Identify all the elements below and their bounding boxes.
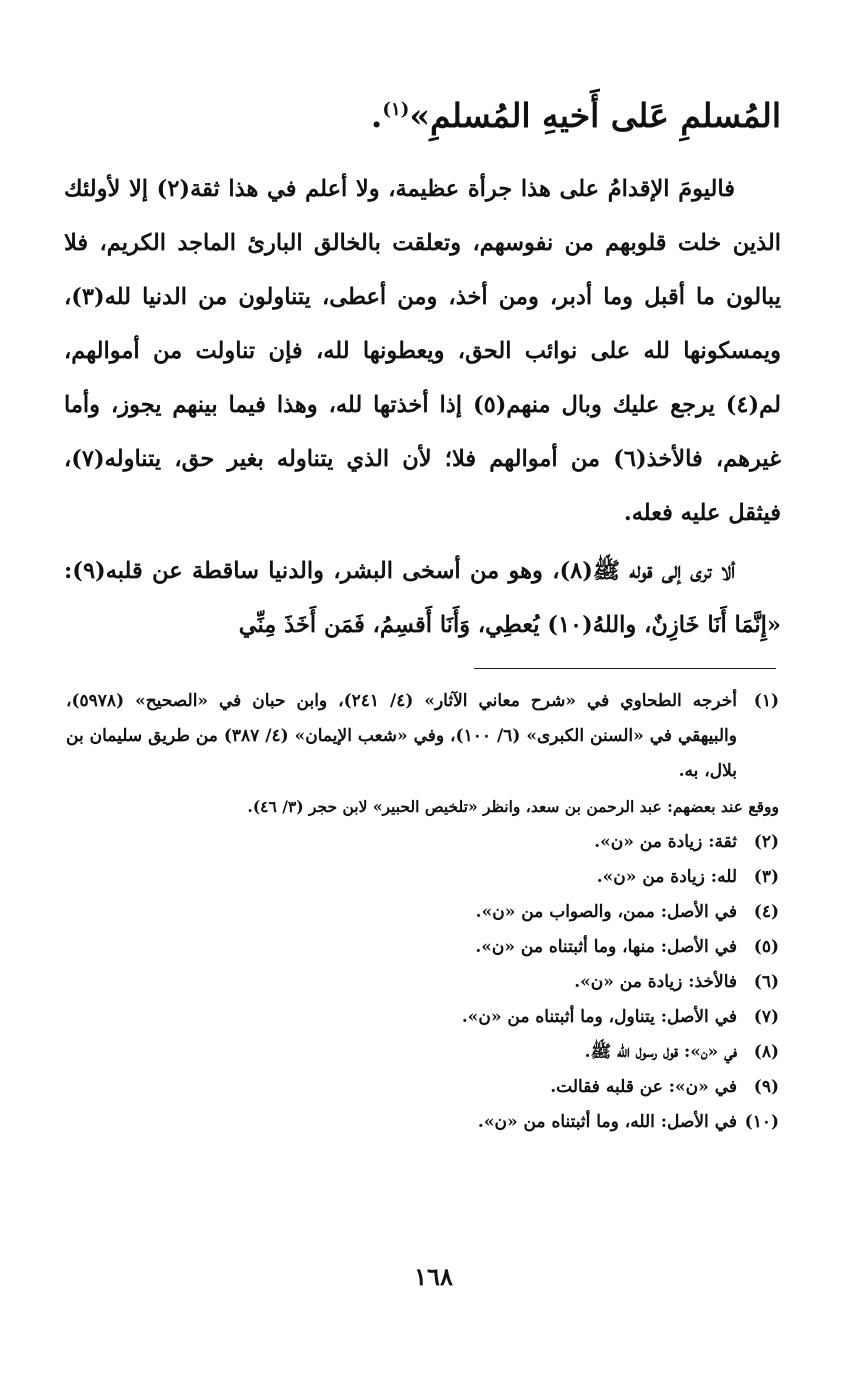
verse-text: المُسلمِ عَلى أَخيهِ المُسلمِ» [409, 96, 781, 135]
footnote-text: في الأصل: منها، وما أثبتناه من «ن». [475, 937, 737, 957]
footnotes [66, 684, 779, 1140]
paragraph-1: فاليومَ الإقدامُ على هذا جرأة عظيمة، ولا أعلم في هذا ثقة(٢) إلا لأولئك الذين خلت قلوبهم من نفوسهم، وتعلقت بالخالق البارئ الماجد الكريم، فلا يبالون ما أقبل وما أدبر، ومن أخذ، ومن أعطى، يتناولون من الدنيا لله(٣)، ويمسكونها لله على نوائب الحق، ويعطونها لله، فإن تناولت من أموالهم، لم(٤) يرجع عليك وبال منهم(٥) إذا أخذتها لله، وهذا فيما بينهم يجوز، وأما غيرهم، فالأخذ(٦) من أموالهم فلا؛ لأن الذي يتناوله بغير حق، يتناوله(٧)، فيثقل عليه فعله. [64, 176, 781, 526]
verse-line [64, 92, 781, 140]
footnote-text: في «ن»: قول رسول الله ﷺ. [584, 1042, 737, 1062]
footnote-item [66, 1105, 779, 1140]
footnote-number: (٢) [753, 832, 779, 852]
footnote-text: ثقة: زيادة من «ن». [594, 832, 737, 852]
footnote-separator [474, 668, 776, 669]
footnote-item [66, 930, 779, 965]
paragraph-2: ألا ترى إلى قوله ﷺ(٨)، وهو من أسخى البشر، والدنيا ساقطة عن قلبه(٩): «إِنَّمَا أَنَا خَازِنٌ، واللهُ(١٠) يُعطِي، وَأَنَا أَقسِمُ، فَمَن أَخَذَ مِنِّي [64, 558, 781, 638]
footnote-text: لله: زيادة من «ن». [596, 867, 737, 887]
footnote-continuation: ووقع عند بعضهم: عبد الرحمن بن سعد، وانظر «تلخيص الحبير» لابن حجر (٣/ ٤٦). [247, 797, 779, 816]
footnote-text: في الأصل: يتناول، وما أثبتناه من «ن». [461, 1007, 737, 1027]
footnote-item [66, 965, 779, 1000]
footnote-item [66, 684, 779, 789]
verse-footnote-ref: (١) [382, 99, 410, 120]
footnote-number: (٣) [753, 867, 779, 887]
footnote-item [66, 860, 779, 895]
footnote-number: (٨) [753, 1042, 779, 1062]
footnote-text: فالأخذ: زيادة من «ن». [574, 972, 737, 992]
footnote-text: في الأصل: ممن، والصواب من «ن». [475, 902, 737, 922]
footnote-number: (١٠) [744, 1112, 779, 1132]
footnote-item [66, 825, 779, 860]
verse-end: . [370, 96, 383, 135]
main-text [64, 162, 781, 652]
footnote-item [66, 1070, 779, 1105]
footnote-number: (٧) [753, 1007, 779, 1027]
footnote-number: (٩) [753, 1077, 779, 1097]
footnote-text: أخرجه الطحاوي في «شرح معاني الآثار» (٤/ ٢٤١)، وابن حبان في «الصحيح» (٥٩٧٨)، والبيهقي في «السنن الكبرى» (٦/ ١٠٠)، وفي «شعب الإيمان» (٤/ ٣٨٧) من طريق سليمان بن بلال، به. [66, 691, 737, 781]
footnote-item [66, 1000, 779, 1035]
footnote-item [66, 895, 779, 930]
footnote-text: في «ن»: عن قلبه فقالت. [550, 1077, 737, 1097]
footnote-number: (١) [753, 691, 779, 711]
footnote-number: (٤) [753, 902, 779, 922]
footnote-item [66, 1035, 779, 1070]
page-number: ١٦٨ [414, 1262, 453, 1291]
footnote-number: (٥) [753, 937, 779, 957]
footnote-number: (٦) [753, 972, 779, 992]
footnote-text: في الأصل: الله، وما أثبتناه من «ن». [477, 1112, 737, 1132]
